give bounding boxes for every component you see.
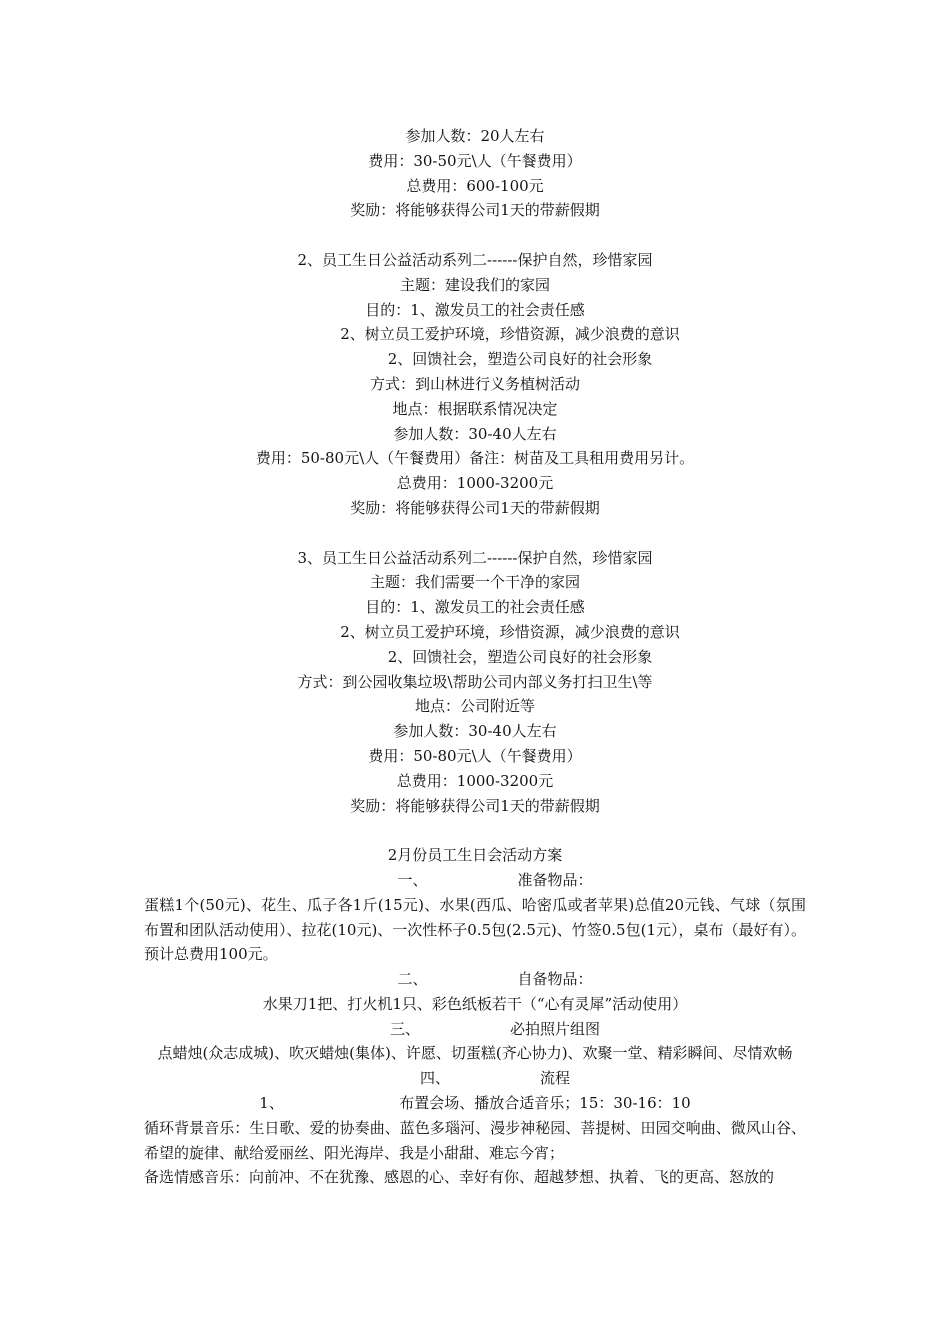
document-body <box>144 124 806 1190</box>
section-number: 一、 <box>397 870 428 889</box>
s3-reward: 奖励：将能够获得公司1天的带薪假期 <box>350 796 600 815</box>
s1-participants: 参加人数：20人左右 <box>405 127 545 145</box>
plan-section-3-body: 点蜡烛(众志成城)、吹灭蜡烛(集体)、许愿、切蛋糕(齐心协力)、欢聚一堂、精彩瞬间、尽情欢畅 <box>157 1044 793 1063</box>
s1-reward: 奖励：将能够获得公司1天的带薪假期 <box>350 201 600 220</box>
plan-section-4-heading <box>144 1066 806 1091</box>
s2-goal2: 2、树立员工爱护环境，珍惜资源，减少浪费的意识 <box>340 325 680 344</box>
s3-theme: 主题：我们需要一个干净的家园 <box>369 573 580 592</box>
plan-title: 2月份员工生日会活动方案 <box>387 846 563 865</box>
s2-heading: 2、员工生日公益活动系列二------保护自然，珍惜家园 <box>297 250 653 269</box>
alternative-music-list: 备选情感音乐：向前冲、不在犹豫、感恩的心、幸好有你、超越梦想、执着、飞的更高、怒放的 <box>144 1168 775 1187</box>
s3-goal3: 2、回馈社会，塑造公司良好的社会形象 <box>387 647 653 666</box>
spacer <box>144 818 806 843</box>
section-title: 自备物品： <box>517 970 593 989</box>
plan-section-1-heading <box>144 868 806 893</box>
s3-participants: 参加人数：30-40人左右 <box>393 722 557 741</box>
step-number: 1、 <box>259 1094 284 1113</box>
spacer <box>144 521 806 546</box>
plan-section-1-body: 蛋糕1个(50元)、花生、瓜子各1斤(15元)、水果(西瓜、哈密瓜或者苹果)总值20元钱、气球（氛围布置和团队活动使用）、拉花(10元)、一次性杯子0.5包(2.5元)、竹签0.5包(1元），桌布（最好有）。预计总费用100元。 <box>144 895 806 964</box>
section-title: 流程 <box>539 1069 570 1088</box>
s3-total: 总费用：1000-3200元 <box>396 771 554 790</box>
plan-section-2-heading <box>144 967 806 992</box>
s1-fee: 费用：30-50元\人（午餐费用） <box>368 151 582 170</box>
s2-method: 方式：到山林进行义务植树活动 <box>369 374 580 393</box>
s2-total: 总费用：1000-3200元 <box>396 474 554 493</box>
plan-section-3-heading <box>144 1017 806 1042</box>
s3-goal1: 目的：1、激发员工的社会责任感 <box>365 598 585 617</box>
section-number: 二、 <box>397 970 428 989</box>
s2-goal3: 2、回馈社会，塑造公司良好的社会形象 <box>387 350 653 369</box>
s3-fee: 费用：50-80元\人（午餐费用） <box>368 746 582 765</box>
s2-reward: 奖励：将能够获得公司1天的带薪假期 <box>350 498 600 517</box>
s2-fee: 费用：50-80元\人（午餐费用）备注：树苗及工具租用费用另计。 <box>255 449 695 468</box>
section-title: 准备物品： <box>517 870 593 889</box>
s2-location: 地点：根据联系情况决定 <box>392 399 558 418</box>
section-number: 三、 <box>389 1019 420 1038</box>
s3-heading: 3、员工生日公益活动系列二------保护自然，珍惜家园 <box>297 548 653 567</box>
background-music-list: 循环背景音乐：生日歌、爱的协奏曲、蓝色多瑙河、漫步神秘园、菩提树、田园交响曲、微风山谷、希望的旋律、献给爱丽丝、阳光海岸、我是小甜甜、难忘今宵； <box>144 1118 806 1162</box>
s3-location: 地点：公司附近等 <box>414 697 535 716</box>
step-text: 布置会场、播放合适音乐；15：30-16：10 <box>399 1094 691 1113</box>
spacer <box>144 223 806 248</box>
s2-goal1: 目的：1、激发员工的社会责任感 <box>365 300 585 319</box>
s3-method: 方式：到公园收集垃圾\帮助公司内部义务打扫卫生\等 <box>297 672 653 691</box>
s3-goal2: 2、树立员工爱护环境，珍惜资源，减少浪费的意识 <box>340 622 680 641</box>
section-title: 必拍照片组图 <box>509 1019 600 1038</box>
section-number: 四、 <box>419 1069 450 1088</box>
s2-theme: 主题：建设我们的家园 <box>399 275 550 294</box>
plan-section-2-body: 水果刀1把、打火机1只、彩色纸板若干（“心有灵犀”活动使用） <box>262 994 688 1013</box>
plan-step-1 <box>144 1091 806 1116</box>
s1-total: 总费用：600-100元 <box>406 176 544 195</box>
s2-participants: 参加人数：30-40人左右 <box>393 424 557 443</box>
